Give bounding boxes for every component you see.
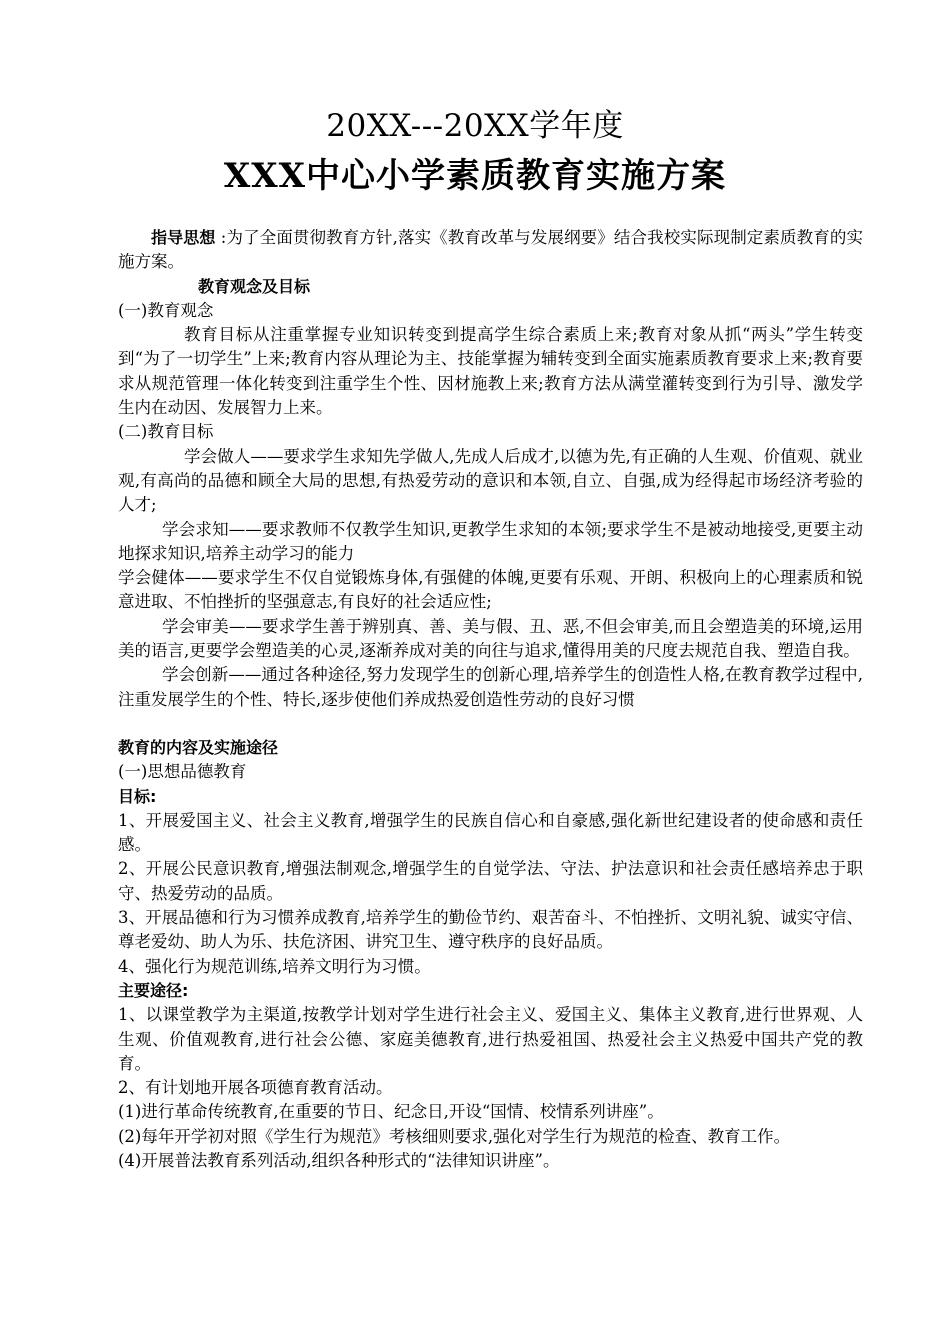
goal-paragraph-1: 学会做人——要求学生求知先学做人,先成人后成才,以德为先,有正确的人生观、价值观、就业观,有高尚的品德和顾全大局的思想,有热爱劳动的意识和本领,自立、自强,成为经得起市场经济考验的人才; xyxy=(118,446,863,515)
goal-item-2: 2、开展公民意识教育,增强法制观念,增强学生的自觉学法、守法、护法意识和社会责任感培养忠于职守、热爱劳动的品质。 xyxy=(118,859,863,903)
section1-sub2: (二)教育目标 xyxy=(118,422,214,442)
guide-paragraph xyxy=(118,226,863,275)
way-item-5: (4)开展普法教育系列活动,组织各种形式的“法律知识讲座”。 xyxy=(118,1150,560,1170)
spacer xyxy=(118,712,863,736)
goal-paragraph-4: 学会审美——要求学生善于辨别真、善、美与假、丑、恶,不但会审美,而且会塑造美的环境,运用美的语言,更要学会塑造美的心灵,逐渐养成对美的向往与追求,懂得用美的尺度去规范自我、塑造自我。 xyxy=(118,616,863,661)
ways-label: 主要途径: xyxy=(118,980,189,1000)
goal-paragraph-3: 学会健体——要求学生不仅自觉锻炼身体,有强健的体魄,更要有乐观、开朗、积极向上的心理素质和锐意进取、不怕挫折的坚强意志,有良好的社会适应性; xyxy=(118,568,863,612)
document-title: XXX中心小学素质教育实施方案 xyxy=(223,156,727,196)
guide-label: 指导思想 xyxy=(151,228,216,247)
concept-paragraph: 教育目标从注重掌握专业知识转变到提高学生综合素质上来;教育对象从抓“两头”学生转变到“为了一切学生”上来;教育内容从理论为主、技能掌握为辅转变到全面实施素质教育要求上来;教育要求从规范管理一体化转变到注重学生个性、因材施教上来;教育方法从满堂灌转变到行为引导、激发学生内在动因、发展智力上来。 xyxy=(118,325,863,418)
section1-heading: 教育观念及目标 xyxy=(198,276,311,296)
section2-sub1: (一)思想品德教育 xyxy=(118,762,247,782)
way-item-1: 1、以课堂教学为主渠道,按教学计划对学生进行社会主义、爱国主义、集体主义教育,进行世界观、人生观、价值观教育,进行社会公德、家庭美德教育,进行热爱祖国、热爱社会主义热爱中国共产党的教育。 xyxy=(118,1005,863,1073)
section2-heading: 教育的内容及实施途径 xyxy=(118,737,279,757)
section1-sub1: (一)教育观念 xyxy=(118,300,214,320)
goal-paragraph-5: 学会创新——通过各种途径,努力发现学生的创新心理,培养学生的创造性人格,在教育教学过程中,注重发展学生的个性、特长,逐步使他们养成热爱创造性劳动的良好习惯 xyxy=(118,665,863,709)
goals-label: 目标: xyxy=(118,786,157,806)
goal-item-1: 1、开展爱国主义、社会主义教育,增强学生的民族自信心和自豪感,强化新世纪建设者的使命感和责任感。 xyxy=(118,810,863,855)
guide-text: :为了全面贯彻教育方针,落实《教育改革与发展纲要》结合我校实际现制定素质教育的实施方案。 xyxy=(118,228,863,272)
document-body xyxy=(118,226,863,1173)
goal-item-4: 4、强化行为规范训练,培养文明行为习惯。 xyxy=(118,956,431,976)
title-year: 20XX---20XX学年度 xyxy=(326,108,624,144)
goal-item-3: 3、开展品德和行为习惯养成教育,培养学生的勤俭节约、艰苦奋斗、不怕挫折、文明礼貌、诚实守信、尊老爱幼、助人为乐、扶危济困、讲究卫生、遵守秩序的良好品质。 xyxy=(118,908,863,952)
way-item-4: (2)每年开学初对照《学生行为规范》考核细则要求,强化对学生行为规范的检查、教育工作。 xyxy=(118,1126,791,1146)
way-item-3: (1)进行革命传统教育,在重要的节日、纪念日,开设“国情、校情系列讲座”。 xyxy=(118,1102,664,1122)
way-item-2: 2、有计划地开展各项德育教育活动。 xyxy=(118,1078,393,1098)
goal-paragraph-2: 学会求知——要求教师不仅教学生知识,更教学生求知的本领;要求学生不是被动地接受,更要主动地探求知识,培养主动学习的能力 xyxy=(118,519,863,563)
